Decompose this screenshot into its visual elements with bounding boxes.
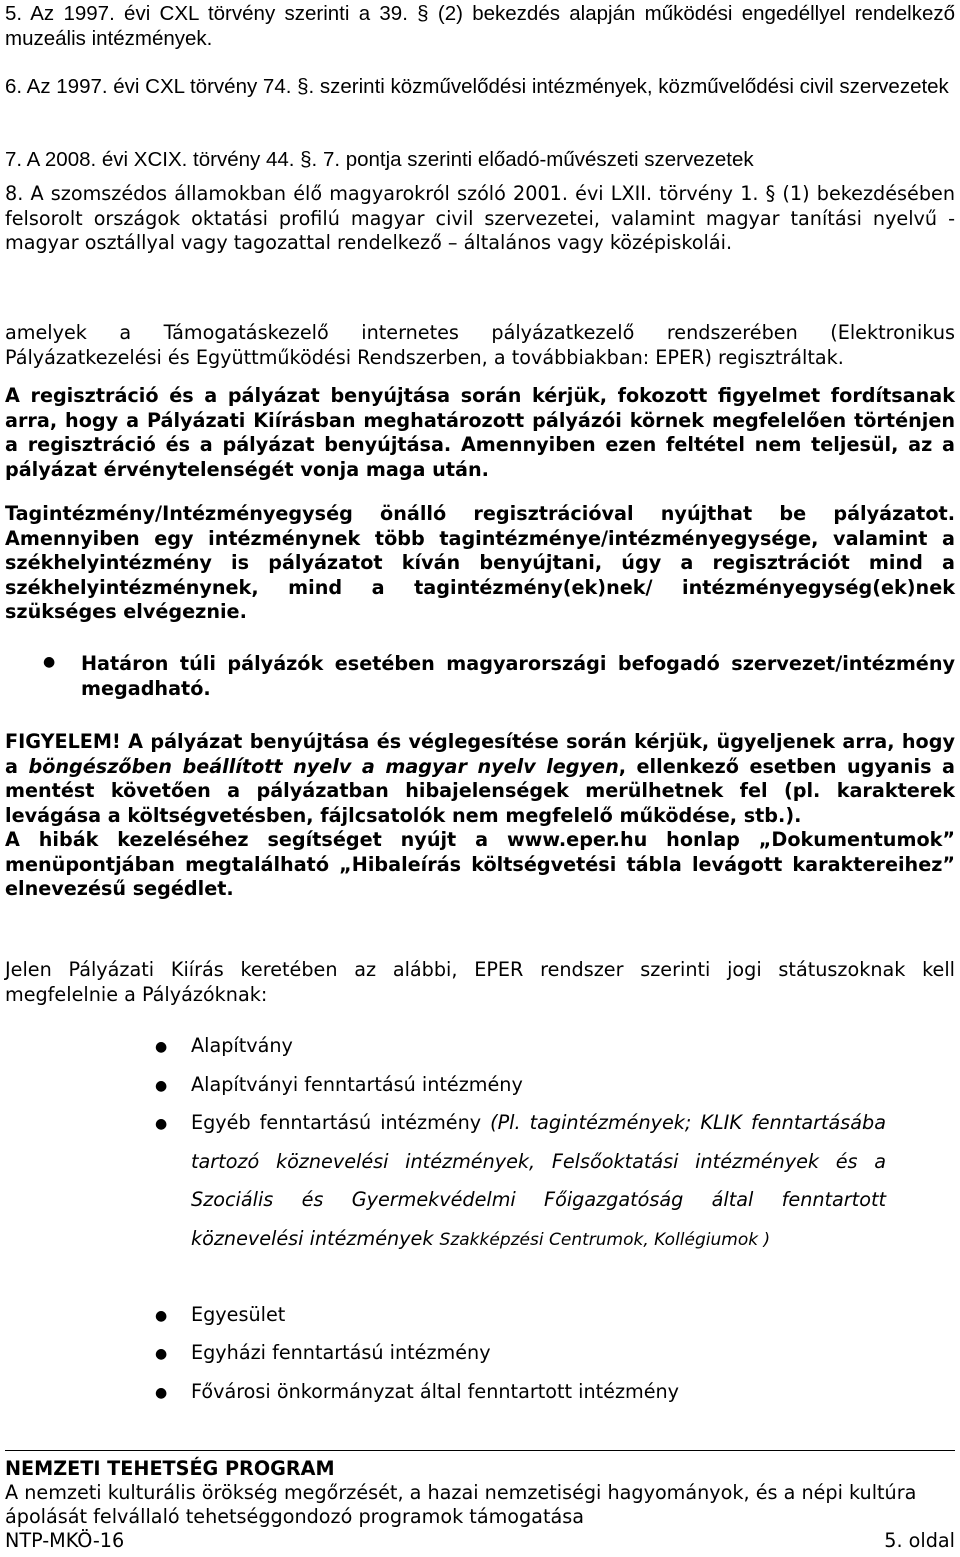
legal-status-church-institution: Egyházi fenntartású intézmény — [191, 1341, 491, 1364]
registered-paragraph: amelyek a Támogatáskezelő internetes pályázatkezelő rendszerében (Elektronikus Pályázatkezelési és Együttműködési Rendszerben, a továbbiakban: EPER) regisztráltak. — [5, 321, 955, 369]
bullet-icon: ● — [155, 1308, 168, 1324]
footer-page-number: 5. oldal — [884, 1529, 955, 1552]
bullet-icon: ● — [155, 1346, 168, 1362]
bullet-icon: ● — [43, 654, 56, 670]
legal-status-capital-municipality: Fővárosi önkormányzat által fenntartott intézmény — [191, 1380, 680, 1403]
attention-paragraph — [5, 730, 955, 902]
attention-help: A hibák kezeléséhez segítséget nyújt a www.eper.hu honlap „Dokumentumok” menüpontjában megtalálható „Hibaleírás költségvetési tábla levágott karaktereihez” elnevezésű segédlet. — [5, 828, 955, 900]
legal-status-association: Egyesület — [191, 1303, 286, 1326]
attention-text-1: A pályázat benyújtása és véglegesítése során kérjük, ügyeljenek arra, hogy a — [5, 730, 955, 778]
legal-status-foundation: Alapítvány — [191, 1034, 293, 1057]
attention-browser-language: böngészőben beállított nyelv a magyar nyelv legyen — [28, 754, 619, 778]
registration-warning: A regisztráció és a pályázat benyújtása során kérjük, fokozott figyelmet fordítsanak arra, hogy a Pályázati Kiírásban meghatározott pályázói körnek megfelelően történjen a regisztráció és a pályázat benyújtása. Amennyiben ezen feltétel nem teljesül, az a pályázat érvénytelenségét vonja maga után. — [5, 384, 955, 481]
footer-program-title: NEMZETI TEHETSÉG PROGRAM — [5, 1457, 335, 1480]
attention-text-2: , ellenkező esetben ugyanis a mentést követően a pályázatban hibajelenségek merülhetnek fel (pl. karakterek levágása a költségvetésben, fájlcsatolók nem megfelelő működése, stb.). — [5, 754, 955, 827]
attention-label: FIGYELEM! — [5, 730, 121, 753]
legal-status-intro: Jelen Pályázati Kiírás keretében az alábbi, EPER rendszer szerinti jogi státuszoknak kell megfelelnie a Pályázóknak: — [5, 958, 955, 1006]
footer-divider — [5, 1450, 955, 1451]
cross-border-note: Határon túli pályázók esetében magyarországi befogadó szervezet/intézmény megadható. — [81, 652, 955, 700]
legal-status-other-institution: Egyéb fenntartású intézmény (Pl. tagintézmények; KLIK fenntartásába tartozó köznevelési intézmények, Felsőoktatási intézmények és a Szociális és Gyermekvédelmi Főigazgatóság által fenntartott köznevelési intézmények Szakképzési Centrumok, Kollégiumok ) — [191, 1111, 886, 1250]
bullet-icon: ● — [155, 1385, 168, 1401]
eligibility-item-7: 7. A 2008. évi XCIX. törvény 44. §. 7. pontja szerinti előadó-művészeti szervezetek — [5, 148, 754, 171]
footer-program-description: A nemzeti kulturális örökség megőrzését, a hazai nemzetiségi hagyományok, és a népi kultúra ápolását felvállaló tehetséggondozó programok támogatása — [5, 1481, 917, 1528]
footer-document-code: NTP-MKÖ-16 — [5, 1529, 125, 1552]
eligibility-item-6: 6. Az 1997. évi CXL törvény 74. §. szerinti közművelődési intézmények, közművelődési civil szervezetek — [5, 75, 949, 98]
bullet-icon: ● — [155, 1116, 168, 1132]
legal-status-foundation-institution: Alapítványi fenntartású intézmény — [191, 1073, 523, 1096]
member-institution-paragraph: Tagintézmény/Intézményegység önálló regisztrációval nyújthat be pályázatot. Amennyiben egy intézménynek több tagintézménye/intézményegysége, valamint a székhelyintézmény is pályázatot kíván benyújtani, úgy a regisztrációt mind a székhelyintézménynek, mind a tagintézmény(ek)nek/ intézményegység(ek)nek szükséges elvégeznie. — [5, 502, 955, 623]
bullet-icon: ● — [155, 1039, 168, 1055]
eligibility-item-5: 5. Az 1997. évi CXL törvény szerinti a 39. § (2) bekezdés alapján működési engedéllyel rendelkező muzeális intézmények. — [5, 2, 955, 50]
bullet-icon: ● — [155, 1078, 168, 1094]
eligibility-item-8: 8. A szomszédos államokban élő magyarokról szóló 2001. évi LXII. törvény 1. § (1) bekezdésében felsorolt országok oktatási profilú magyar civil szervezetei, valamint magyar tanítási nyelvű - magyar osztállyal vagy tagozattal rendelkező – általános vagy középiskolái. — [5, 182, 955, 254]
